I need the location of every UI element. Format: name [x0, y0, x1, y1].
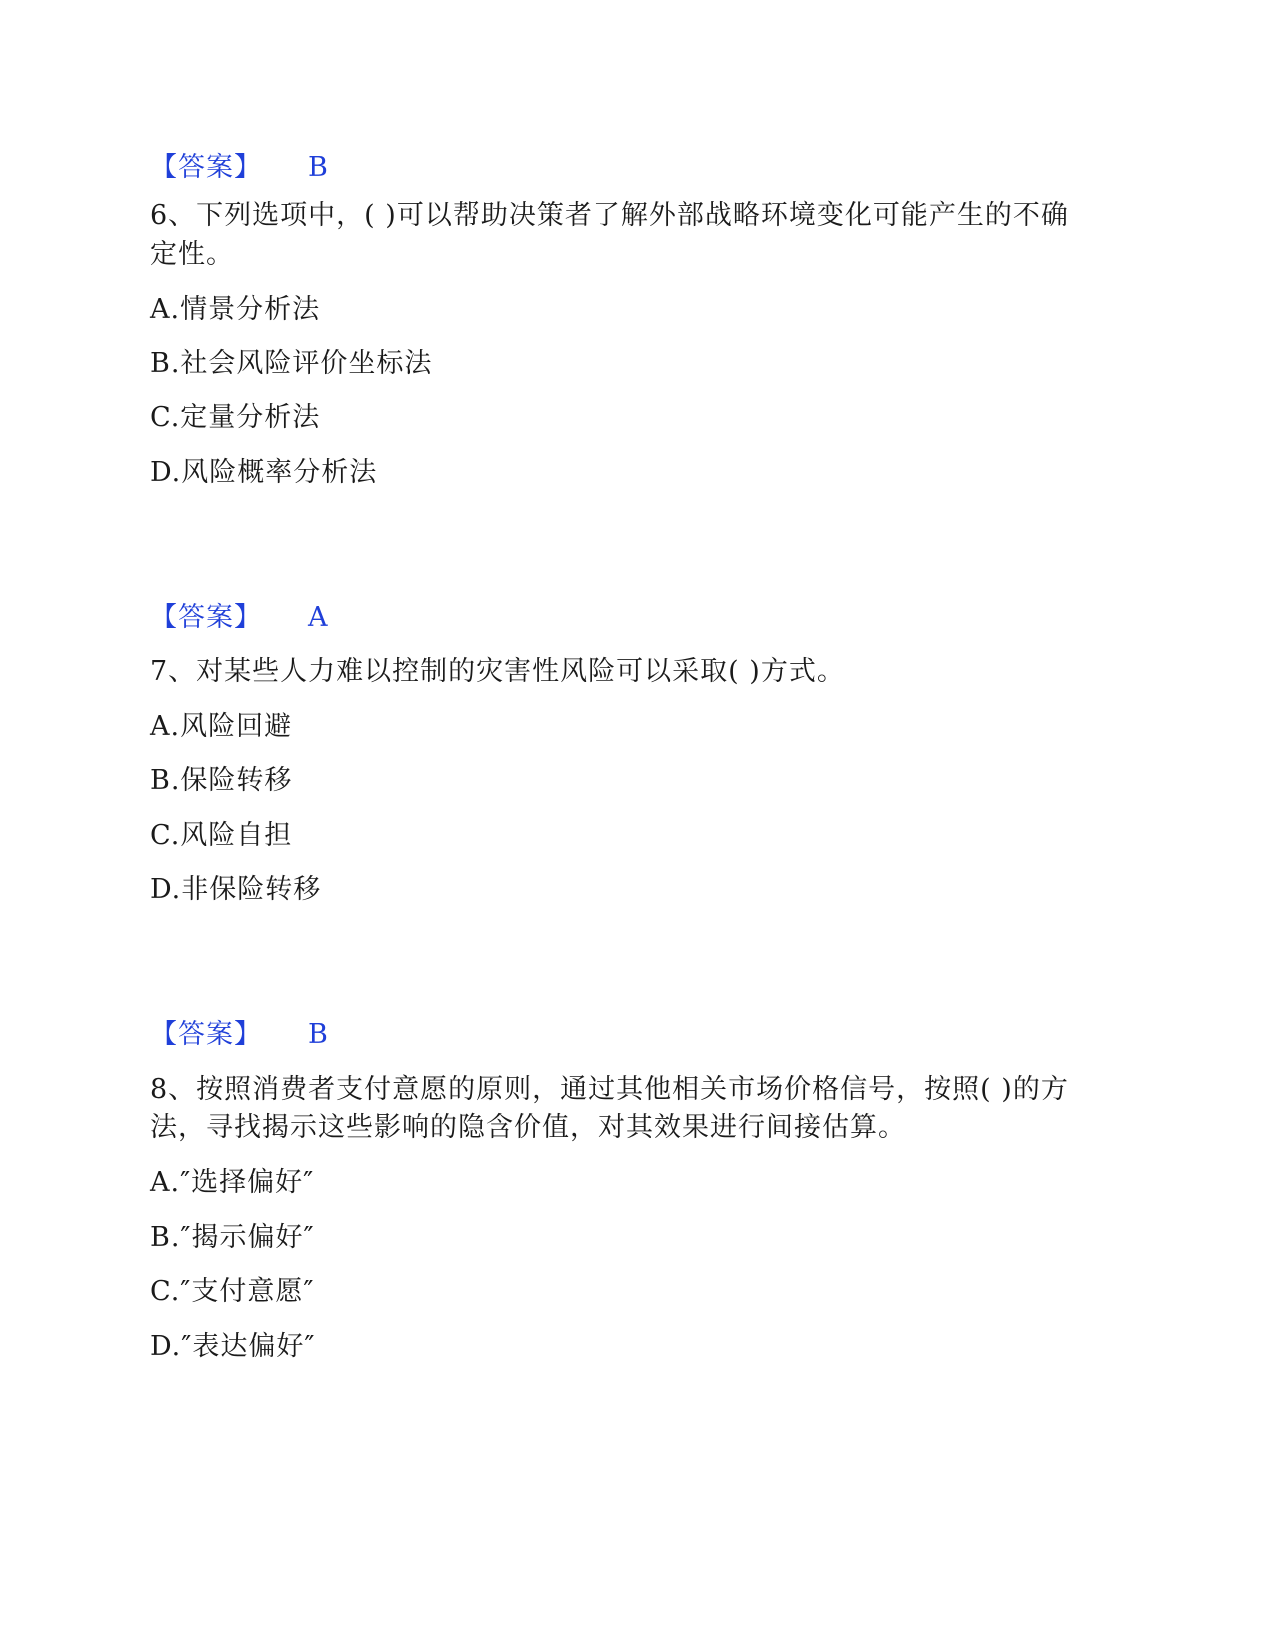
answer-label: 【答案】: [150, 1019, 262, 1050]
answer-line-2: [150, 598, 329, 638]
question-6-option-d: D.风险概率分析法: [150, 457, 378, 488]
question-8-line-2: 法，寻找揭示这些影响的隐含价值，对其效果进行间接估算。: [150, 1112, 906, 1143]
answer-label: 【答案】: [150, 152, 262, 183]
answer-line-1: [150, 148, 329, 188]
question-8-option-d: D.″表达偏好″: [150, 1331, 316, 1362]
question-7-option-b: B.保险转移: [150, 765, 293, 796]
question-8-option-b: B.″揭示偏好″: [150, 1222, 315, 1253]
question-6-line-1: 6、下列选项中，( )可以帮助决策者了解外部战略环境变化可能产生的不确: [150, 200, 1069, 231]
answer-value: B: [308, 152, 329, 183]
question-6-option-c: C.定量分析法: [150, 402, 321, 433]
question-7-line-1: 7、对某些人力难以控制的灾害性风险可以采取( )方式。: [150, 656, 845, 687]
question-6-option-b: B.社会风险评价坐标法: [150, 348, 433, 379]
answer-value: A: [308, 602, 329, 633]
answer-line-3: [150, 1015, 329, 1055]
answer-label: 【答案】: [150, 602, 262, 633]
question-7-option-c: C.风险自担: [150, 820, 293, 851]
question-7-option-d: D.非保险转移: [150, 874, 322, 905]
question-6-line-2: 定性。: [150, 239, 234, 270]
answer-value: B: [308, 1019, 329, 1050]
question-8-option-c: C.″支付意愿″: [150, 1276, 315, 1307]
question-8-line-1: 8、按照消费者支付意愿的原则，通过其他相关市场价格信号，按照( )的方: [150, 1074, 1069, 1105]
question-7-option-a: A.风险回避: [150, 711, 293, 742]
question-8-option-a: A.″选择偏好″: [150, 1167, 315, 1198]
question-6-option-a: A.情景分析法: [150, 294, 321, 325]
